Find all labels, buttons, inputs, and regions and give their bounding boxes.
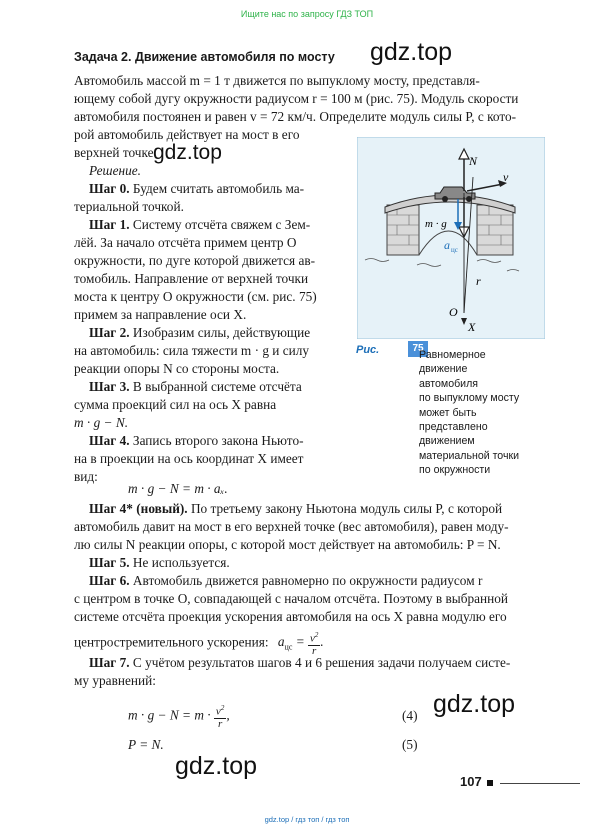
label-mg: m · g [425,218,447,230]
step-text: Изобразим силы, действующие [132,325,311,340]
caption-line: по выпуклому мосту [419,392,520,405]
step-label: Шаг 5. [89,555,130,570]
step-text: автомобиль давит на мост в его верхней точке (вес автомобиля), равен моду- [74,519,509,534]
task-line: верхней точке. [74,145,157,160]
caption-line: по окружности [419,464,491,477]
label-v: v [503,170,509,184]
equation-5-number: (5) [402,737,418,752]
task-line: Автомобиль массой m = 1 т движется по выпуклому мосту, представля- [74,73,480,88]
task-line: рой автомобиль действует на мост в его [74,127,300,142]
watermark: gdz.top [433,690,516,718]
step-text: реакции опоры N со стороны моста. [74,361,280,376]
step-text: лю силы N реакции опоры, с которой мост действует на автомобиль: P = N. [74,537,501,552]
step-text: Будем считать автомобиль ма- [132,181,305,196]
caption-line: движением [419,435,475,448]
equation-step4: m · g − N = m · aₓ. [128,481,228,496]
step-text: моста к центру O окружности (см. рис. 75) [74,289,317,304]
caption-line: Равномерное [419,349,486,361]
label-N: N [469,154,478,168]
step-text: с центром в точке O, совпадающей с началом отсчёта. Поэтому в выбранной [74,591,509,606]
label-O: O [449,305,458,319]
task-title: Задача 2. Движение автомобиля по мосту [74,50,335,64]
step-text: С учётом результатов шагов 4 и 6 решения задачи получаем систе- [132,655,511,670]
step-text: системе отсчёта проекция ускорения автомобиля на ось X равна модулю его [74,609,507,624]
step-label: Шаг 1. [89,217,130,232]
page-number: 107 [460,774,493,789]
caption-line: движение [419,363,468,376]
step-text: териальной точкой. [74,199,184,214]
figure-caption [419,348,519,478]
page-rule [500,783,580,784]
step-label: Шаг 4* (новый). [89,501,188,516]
step-text: окружности, по дуге которой движется ав- [74,253,316,268]
step-label: Шаг 6. [89,573,130,588]
step-label: Шаг 7. [89,655,130,670]
equation-4: m · g − N = m · $\frac{v^2}{r}$ , [128,704,230,730]
step-text: на автомобиль: сила тяжести m · g и силу [74,343,310,358]
caption-line: материальной точки [419,449,520,462]
figure-75 [357,137,545,339]
label-a-sub: цс [451,246,458,254]
step-text: лёй. За начало отсчёта примем центр O [74,235,297,250]
task-line: ющему собой дугу окружности радиусом r = 100 м (рис. 75). Модуль скорости [74,91,519,106]
step-text: центростремительного ускорения: [74,634,269,650]
centripetal-formula: $a_{цс}$ = $\frac{v^2}{r}$ . [277,631,324,657]
step-text: Автомобиль движется равномерно по окружности радиусом r [132,573,483,588]
step-text: Систему отсчёта свяжем с Зем- [132,217,311,232]
step-text: томобиль. Направление от верхней точки [74,271,309,286]
watermark: gdz.top [153,141,222,164]
caption-line: может быть [419,406,477,419]
equation-4-number: (4) [402,708,418,723]
label-X: X [468,320,476,334]
step-text: m · g − N. [74,415,129,430]
step-text: Запись второго закона Ньюто- [132,433,304,448]
caption-line: представлено [419,421,488,434]
figure-label: Рис. [356,344,380,356]
step-label: Шаг 4. [89,433,130,448]
step-text: Не используется. [132,555,230,570]
step-text: примем за направление оси X. [74,307,247,322]
label-r: r [476,274,481,288]
caption-line: автомобиля [419,377,478,390]
bridge-diagram [357,137,545,339]
label-a: a [444,238,450,252]
step-text: на в проекции на ось координат X имеет [74,451,304,466]
equation-5: P = N. [128,737,164,752]
figure-number: 75 [408,341,428,357]
watermark: gdz.top [175,752,258,780]
step-text: По третьему закону Ньютона модуль силы P, с которой [190,501,503,516]
step-label: Шаг 0. [89,181,130,196]
step-text: вид: [74,469,98,484]
step-text: му уравнений: [74,673,156,688]
top-banner[interactable]: Ищите нас по запросу ГДЗ ТОП [240,9,374,19]
watermark: gdz.top [370,38,453,66]
step-label: Шаг 3. [89,379,130,394]
step-text: сумма проекций сил на ось X равна [74,397,277,412]
solution-heading: Решение. [89,163,141,178]
footer-links[interactable]: gdz.top / гдз топ / гдз топ [264,815,350,824]
step-text: В выбранной системе отсчёта [132,379,302,394]
task-line: автомобиля постоянен и равен v = 72 км/ч. Определите модуль силы P, с кото- [74,109,517,124]
step-label: Шаг 2. [89,325,130,340]
